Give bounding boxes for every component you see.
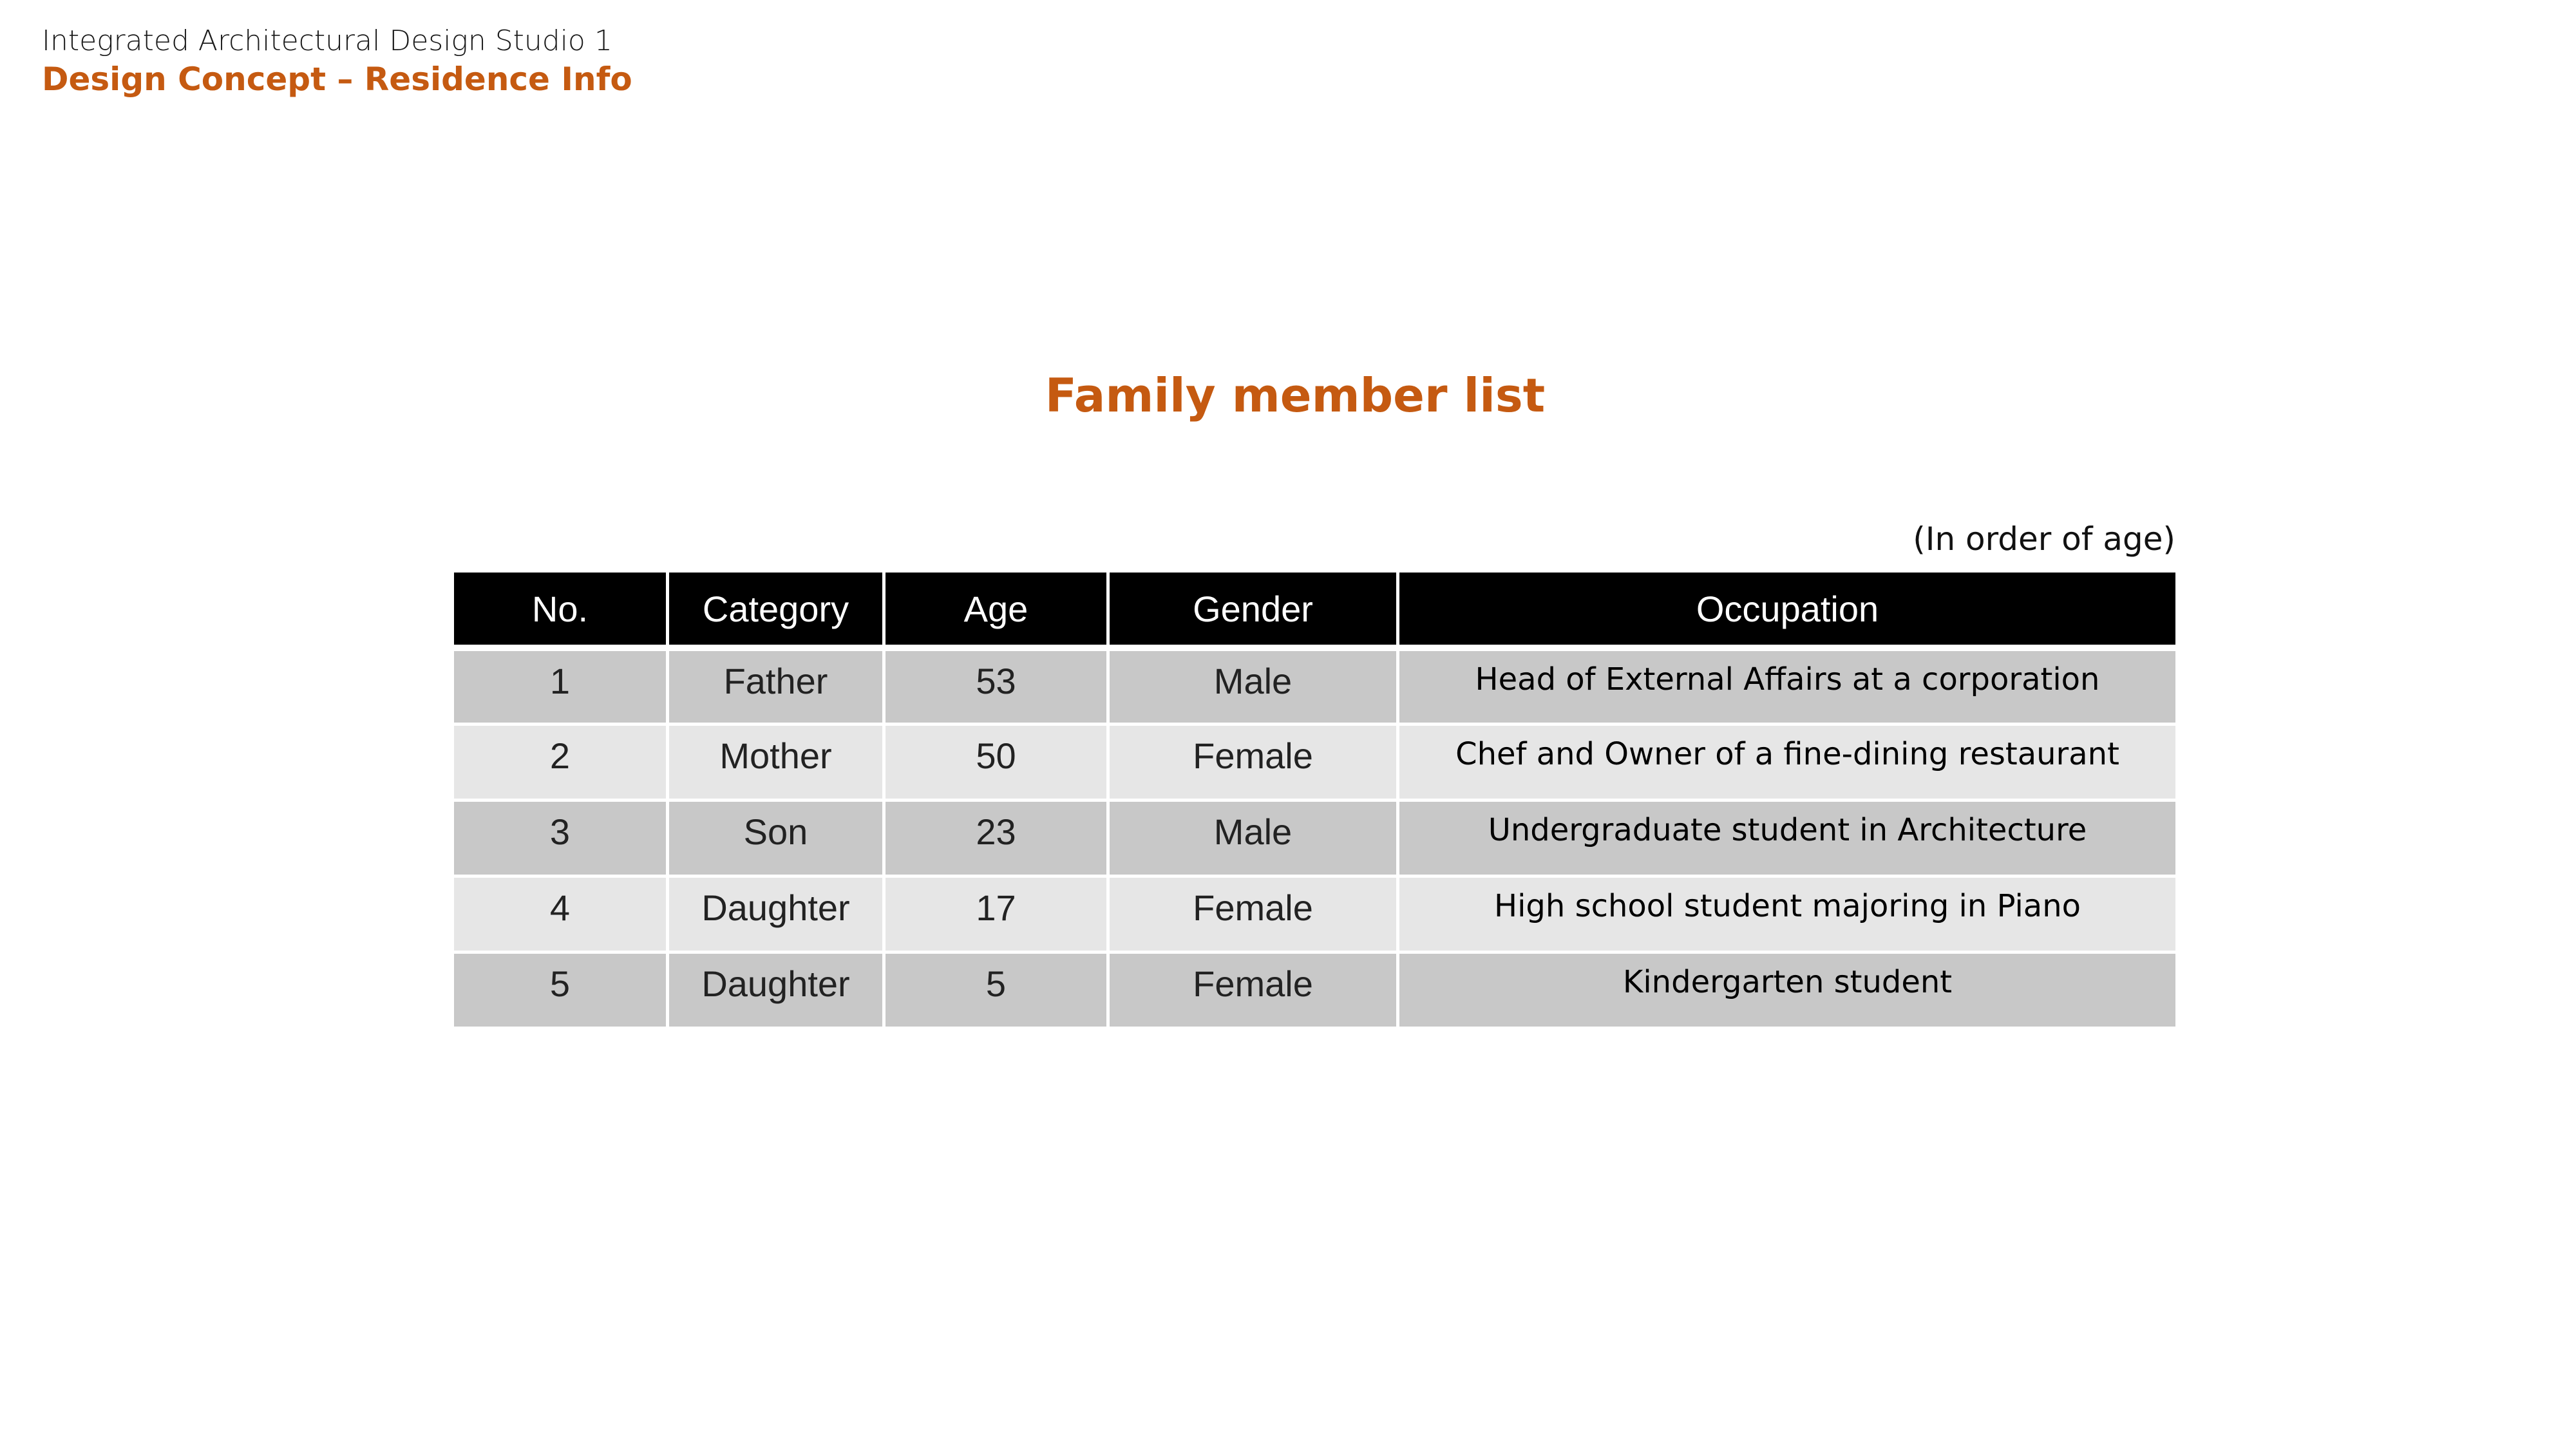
column-header-category: Category	[668, 571, 884, 649]
course-title: Integrated Architectural Design Studio 1	[42, 24, 612, 57]
family-member-table	[451, 569, 2179, 1030]
cell-gender: Female	[1108, 724, 1398, 800]
column-header-gender: Gender	[1108, 571, 1398, 649]
cell-no: 5	[453, 952, 668, 1028]
cell-category: Father	[668, 648, 884, 724]
cell-age: 23	[884, 800, 1108, 876]
column-header-occupation: Occupation	[1398, 571, 2177, 649]
table-row	[453, 800, 2177, 876]
cell-age: 5	[884, 952, 1108, 1028]
cell-no: 3	[453, 800, 668, 876]
cell-occupation: Head of External Affairs at a corporation	[1398, 648, 2177, 724]
cell-no: 2	[453, 724, 668, 800]
table-row	[453, 648, 2177, 724]
table-header-row	[453, 571, 2177, 649]
order-note: (In order of age)	[1913, 520, 2175, 558]
column-header-no: No.	[453, 571, 668, 649]
cell-gender: Female	[1108, 952, 1398, 1028]
cell-age: 50	[884, 724, 1108, 800]
cell-no: 1	[453, 648, 668, 724]
cell-gender: Male	[1108, 800, 1398, 876]
cell-occupation: Kindergarten student	[1398, 952, 2177, 1028]
cell-gender: Female	[1108, 876, 1398, 952]
cell-age: 17	[884, 876, 1108, 952]
cell-no: 4	[453, 876, 668, 952]
section-title: Family member list	[1045, 368, 1546, 422]
table-row	[453, 952, 2177, 1028]
column-header-age: Age	[884, 571, 1108, 649]
cell-category: Daughter	[668, 876, 884, 952]
table-row	[453, 876, 2177, 952]
slide-subtitle: Design Concept – Residence Info	[42, 61, 632, 98]
cell-occupation: Chef and Owner of a fine-dining restaurant	[1398, 724, 2177, 800]
cell-age: 53	[884, 648, 1108, 724]
cell-gender: Male	[1108, 648, 1398, 724]
cell-occupation: High school student majoring in Piano	[1398, 876, 2177, 952]
cell-category: Son	[668, 800, 884, 876]
table-row	[453, 724, 2177, 800]
cell-category: Daughter	[668, 952, 884, 1028]
cell-occupation: Undergraduate student in Architecture	[1398, 800, 2177, 876]
cell-category: Mother	[668, 724, 884, 800]
